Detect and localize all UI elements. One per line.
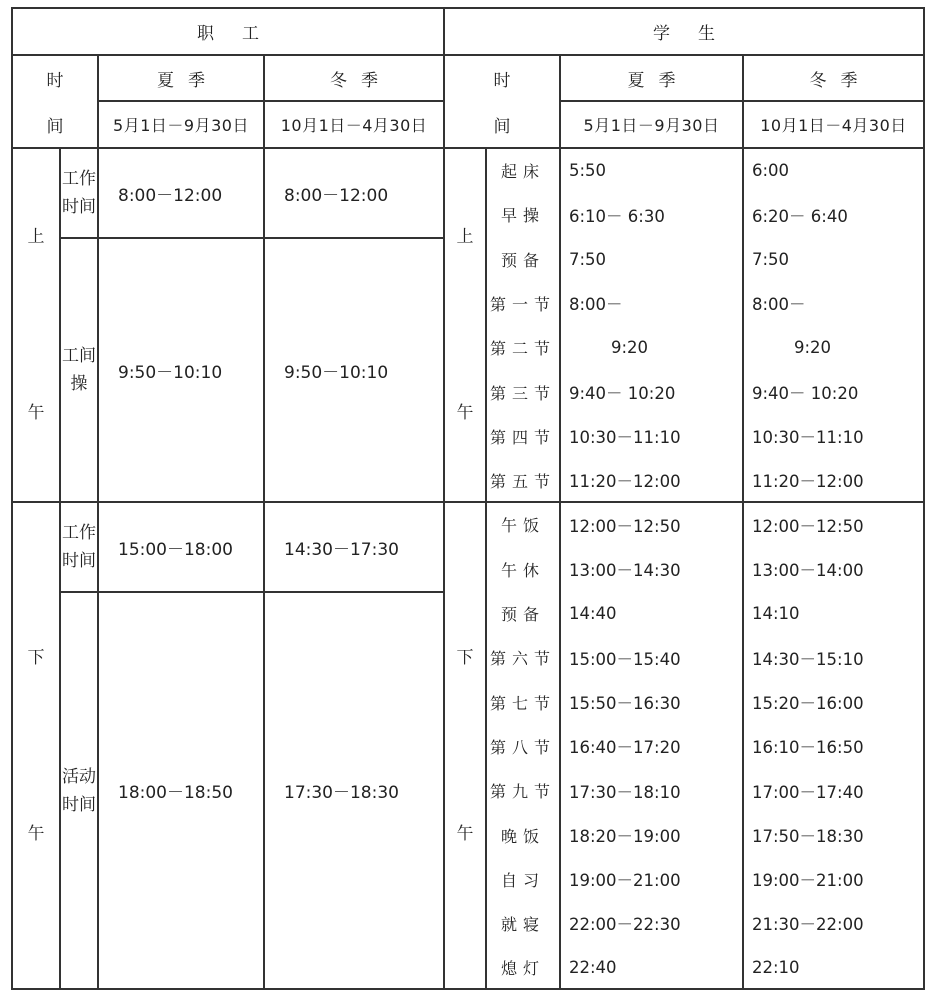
student-pm-winter	[743, 813, 924, 857]
student-pm-winter-text: 16:10－16:50	[752, 738, 864, 757]
student-am-summer-text: 11:20－12:00	[569, 472, 681, 491]
student-pm-activity	[486, 547, 560, 591]
student-pm-activity-text: 就寝	[500, 914, 545, 934]
student-pm-winter-text: 15:20－16:00	[752, 694, 864, 713]
student-am-summer-text: 6:10－ 6:30	[569, 206, 665, 226]
student-pm-winter	[743, 857, 924, 901]
staff-am-row-2-label	[60, 238, 98, 502]
line-v-staff-0	[59, 148, 61, 989]
line-v-student-0	[485, 148, 487, 989]
student-am-winter	[743, 370, 924, 414]
student-am-summer	[560, 192, 743, 237]
student-am-summer	[560, 237, 743, 281]
student-am-activity-text: 早操	[500, 206, 545, 225]
staff-am-row-1-summer-text: 8:00－12:00	[118, 185, 223, 206]
staff-summer-header	[98, 55, 264, 101]
student-summer-range-text: 5月1日－9月30日	[583, 116, 720, 135]
line-h-noon	[11, 501, 925, 503]
student-am-summer-text: 7:50	[569, 249, 607, 269]
staff-summer-text: 夏季	[157, 70, 219, 91]
student-pm-activity	[486, 591, 560, 635]
student-summer-header	[560, 55, 743, 101]
student-pm-winter	[743, 680, 924, 724]
staff-time-top-text: 时	[46, 70, 64, 91]
student-am-winter	[743, 414, 924, 458]
student-time-top-text: 时	[493, 70, 511, 91]
student-header	[444, 8, 924, 55]
staff-pm-row-2-winter	[264, 592, 444, 989]
student-pm-summer	[560, 768, 743, 813]
border-left	[11, 7, 13, 990]
student-pm-summer	[560, 547, 743, 591]
staff-pm-row-1-summer-text: 15:00－18:00	[118, 539, 233, 560]
student-pm-summer-text: 15:00－15:40	[569, 649, 681, 669]
student-pm-winter-text: 17:50－18:30	[752, 827, 864, 846]
student-am-summer	[560, 281, 743, 325]
student-header-text: 学生	[653, 24, 743, 44]
staff-afternoon-text: 下 午	[27, 647, 45, 844]
student-pm-activity-text: 午休	[500, 560, 545, 580]
student-am-winter	[743, 458, 924, 502]
student-pm-winter	[743, 635, 924, 680]
student-pm-summer-text: 22:00－22:30	[569, 915, 681, 934]
student-am-summer-text: 10:30－11:10	[569, 428, 681, 447]
student-pm-activity	[486, 945, 560, 989]
student-am-summer-text: 8:00－	[569, 295, 623, 314]
student-pm-summer	[560, 502, 743, 547]
student-pm-winter-text: 12:00－12:50	[752, 516, 864, 536]
student-am-summer	[560, 148, 743, 192]
student-pm-activity-text: 第七节	[489, 693, 556, 713]
staff-am-row-2-winter	[264, 238, 444, 502]
student-pm-summer-text: 22:40	[569, 957, 617, 977]
student-pm-activity	[486, 768, 560, 813]
staff-pm-row-1-label-text: 工作 时间	[62, 523, 96, 571]
student-pm-summer	[560, 680, 743, 724]
student-winter-header	[743, 55, 924, 101]
student-pm-summer-text: 19:00－21:00	[569, 871, 681, 890]
student-pm-winter	[743, 502, 924, 547]
staff-pm-row-1-winter	[264, 502, 444, 592]
staff-am-row-1-label	[60, 148, 98, 238]
staff-pm-row-2-label-text: 活动 时间	[62, 766, 96, 815]
staff-morning-text: 上 午	[27, 227, 45, 423]
student-pm-activity-text: 晚饭	[500, 826, 545, 846]
student-am-winter-text: 7:50	[752, 249, 790, 269]
student-am-summer	[560, 370, 743, 414]
student-pm-activity	[486, 901, 560, 945]
student-am-winter-text: 9:20	[752, 338, 832, 357]
line-v-staff-2	[263, 55, 265, 989]
student-pm-summer	[560, 813, 743, 857]
staff-header	[12, 8, 444, 55]
student-pm-activity	[486, 813, 560, 857]
student-pm-winter-text: 22:10	[752, 957, 800, 977]
student-pm-winter	[743, 768, 924, 813]
staff-pm-row-2-winter-text: 17:30－18:30	[284, 783, 399, 803]
line-h-season-staff	[98, 100, 444, 102]
student-pm-summer	[560, 901, 743, 945]
staff-pm-row-1-summer	[98, 502, 264, 592]
student-am-activity	[486, 237, 560, 281]
border-top	[11, 7, 925, 9]
student-am-winter	[743, 325, 924, 370]
student-pm-summer-text: 12:00－12:50	[569, 516, 681, 536]
student-am-winter	[743, 148, 924, 192]
staff-time-bottom-text: 间	[46, 117, 64, 137]
student-am-summer-text: 9:40－ 10:20	[569, 384, 676, 403]
student-am-activity	[486, 325, 560, 370]
staff-am-row-2-label-text: 工间 操	[62, 346, 96, 394]
staff-winter-range-text: 10月1日－4月30日	[280, 116, 428, 135]
student-pm-activity-text: 第九节	[489, 782, 556, 801]
student-am-winter	[743, 281, 924, 325]
staff-morning-label	[12, 148, 60, 502]
student-pm-activity	[486, 680, 560, 724]
staff-am-row-2-summer	[98, 238, 264, 502]
student-pm-summer-text: 13:00－14:30	[569, 561, 681, 580]
student-time-bottom	[444, 101, 560, 148]
staff-am-row-2-summer-text: 9:50－10:10	[118, 362, 223, 383]
student-pm-activity-text: 熄灯	[500, 958, 545, 978]
student-pm-summer	[560, 635, 743, 680]
student-am-winter	[743, 192, 924, 237]
student-summer-range	[560, 101, 743, 148]
student-time-top	[444, 55, 560, 101]
staff-am-row-1-winter-text: 8:00－12:00	[284, 185, 389, 206]
staff-pm-row-2-label	[60, 592, 98, 989]
staff-header-text: 职工	[197, 24, 287, 44]
staff-am-row-2-winter-text: 9:50－10:10	[284, 362, 389, 383]
staff-summer-range	[98, 101, 264, 148]
student-summer-text: 夏季	[627, 70, 690, 91]
student-pm-summer-text: 18:20－19:00	[569, 827, 681, 846]
student-morning-text: 上 午	[456, 227, 474, 423]
student-pm-winter	[743, 901, 924, 945]
student-am-activity	[486, 458, 560, 502]
staff-afternoon-label	[12, 502, 60, 989]
student-am-summer	[560, 325, 743, 370]
student-pm-winter	[743, 591, 924, 635]
student-am-activity-text: 起床	[500, 161, 545, 181]
student-winter-range	[743, 101, 924, 148]
line-h-staff-pm	[60, 591, 444, 593]
student-pm-winter	[743, 945, 924, 989]
student-am-summer	[560, 414, 743, 458]
student-pm-winter-text: 14:10	[752, 603, 800, 623]
student-pm-activity-text: 第六节	[489, 649, 556, 668]
student-pm-summer	[560, 724, 743, 768]
line-h-staff-am	[60, 237, 444, 239]
student-am-winter-text: 9:40－ 10:20	[752, 384, 859, 403]
line-h-header	[11, 54, 925, 56]
border-right	[923, 7, 925, 990]
student-am-activity-text: 预备	[500, 250, 545, 270]
student-pm-summer-text: 14:40	[569, 603, 617, 623]
student-afternoon-label	[444, 502, 486, 989]
student-winter-text: 冬季	[809, 70, 872, 91]
student-am-winter	[743, 237, 924, 281]
staff-pm-row-1-label	[60, 502, 98, 592]
student-pm-summer	[560, 945, 743, 989]
border-bottom	[11, 988, 925, 990]
student-am-activity-text: 第一节	[489, 294, 556, 314]
student-am-activity	[486, 414, 560, 458]
staff-am-row-1-summer	[98, 148, 264, 238]
student-pm-winter-text: 19:00－21:00	[752, 871, 864, 890]
student-time-bottom-text: 间	[493, 117, 511, 137]
line-h-body-top	[11, 147, 925, 149]
staff-pm-row-2-summer-text: 18:00－18:50	[118, 783, 233, 803]
student-pm-activity	[486, 635, 560, 680]
student-pm-activity-text: 第八节	[489, 737, 556, 757]
student-am-activity-text: 第二节	[489, 339, 556, 358]
student-pm-winter	[743, 547, 924, 591]
line-v-staff-1	[97, 55, 99, 989]
staff-am-row-1-winter	[264, 148, 444, 238]
staff-winter-header	[264, 55, 444, 101]
staff-time-top	[12, 55, 98, 101]
line-v-student-2	[742, 55, 744, 989]
student-am-winter-text: 11:20－12:00	[752, 472, 864, 491]
student-am-winter-text: 10:30－11:10	[752, 428, 864, 447]
student-pm-winter	[743, 724, 924, 768]
student-am-activity-text: 第五节	[489, 471, 556, 491]
section-divider	[443, 7, 445, 990]
student-pm-activity-text: 午饭	[500, 516, 545, 535]
staff-am-row-1-label-text: 工作 时间	[62, 169, 96, 217]
student-pm-summer	[560, 857, 743, 901]
student-pm-winter-text: 21:30－22:00	[752, 915, 864, 934]
staff-pm-row-2-summer	[98, 592, 264, 989]
staff-pm-row-1-winter-text: 14:30－17:30	[284, 539, 399, 560]
student-am-winter-text: 6:00	[752, 160, 790, 180]
student-pm-winter-text: 14:30－15:10	[752, 649, 864, 669]
staff-time-bottom	[12, 101, 98, 148]
student-morning-label	[444, 148, 486, 502]
student-am-winter-text: 6:20－ 6:40	[752, 206, 848, 226]
student-pm-activity	[486, 724, 560, 768]
student-pm-summer	[560, 591, 743, 635]
student-am-activity-text: 第三节	[489, 383, 556, 403]
student-am-activity	[486, 148, 560, 192]
student-pm-summer-text: 17:30－18:10	[569, 782, 681, 802]
student-pm-activity	[486, 857, 560, 901]
student-am-summer	[560, 458, 743, 502]
staff-winter-text: 冬季	[330, 70, 392, 91]
student-am-winter-text: 8:00－	[752, 295, 806, 314]
staff-winter-range	[264, 101, 444, 148]
student-pm-activity	[486, 502, 560, 547]
student-afternoon-text: 下 午	[456, 647, 474, 844]
student-am-summer-text: 9:20	[569, 338, 649, 357]
student-pm-winter-text: 17:00－17:40	[752, 782, 864, 802]
student-winter-range-text: 10月1日－4月30日	[760, 116, 907, 135]
student-pm-summer-text: 16:40－17:20	[569, 738, 681, 757]
student-pm-summer-text: 15:50－16:30	[569, 694, 681, 713]
student-pm-winter-text: 13:00－14:00	[752, 561, 864, 580]
student-pm-activity-text: 预备	[500, 604, 545, 624]
staff-summer-range-text: 5月1日－9月30日	[113, 116, 249, 135]
line-v-student-1	[559, 55, 561, 989]
student-am-activity-text: 第四节	[489, 427, 556, 447]
student-am-activity	[486, 370, 560, 414]
student-pm-activity-text: 自习	[500, 870, 545, 890]
student-am-summer-text: 5:50	[569, 160, 607, 180]
student-am-activity	[486, 192, 560, 237]
student-am-activity	[486, 281, 560, 325]
